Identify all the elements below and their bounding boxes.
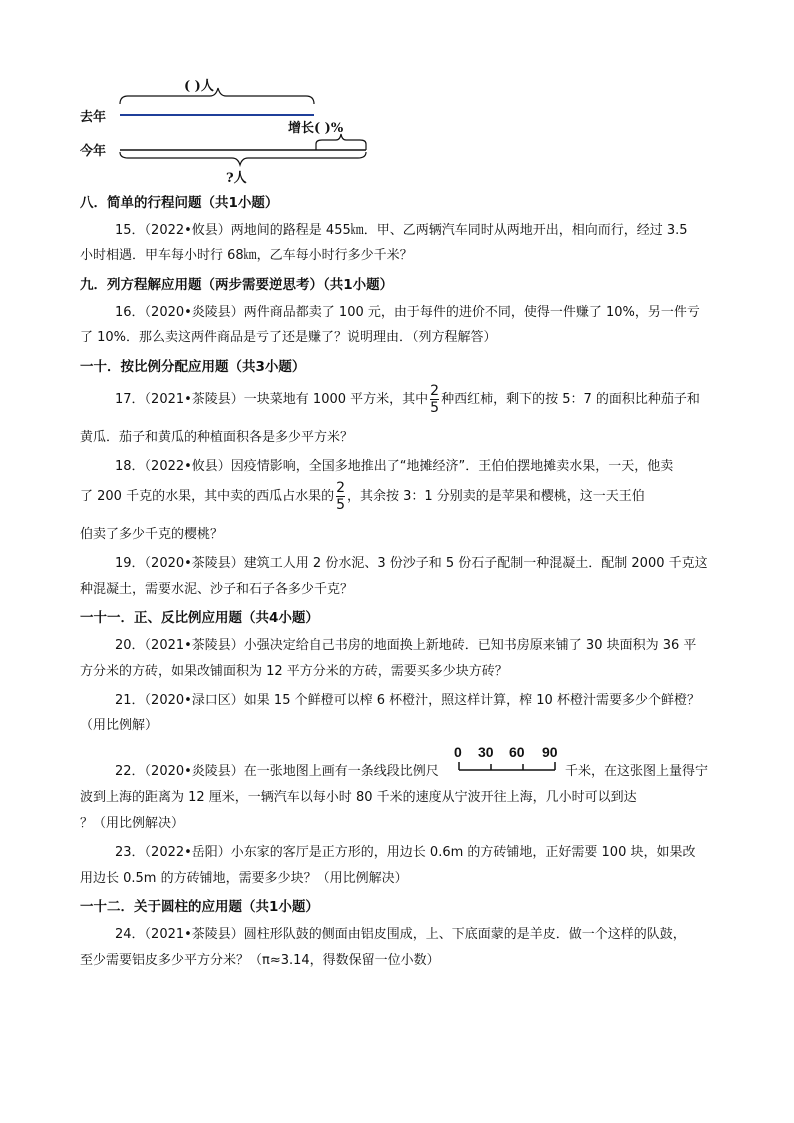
question-15-line2: 小时相遇．甲车每小时行 68㎞，乙车每小时行多少千米？ [80,248,413,263]
top-label: ( )人 [184,79,214,94]
question-24-line2: 至少需要铝皮多少平方分米？（π≈3.14，得数保留一位小数） [80,953,440,968]
question-22-line1b: 千米，在这张图上量得宁 [565,764,709,779]
question-17-line2: 黄瓜．茄子和黄瓜的种植面积各是多少平方米？ [80,430,354,445]
question-21-line2: （用比例解） [80,718,159,733]
bottom-label: ?人 [226,171,247,186]
growth-brace [316,134,366,150]
question-17-text-b: 种西红柿，剩下的按 5：7 的面积比种茄子和 [441,392,700,407]
section-heading: 一十．按比例分配应用题（共3小题） [80,359,306,375]
question-18-text-b: ，其余按 3：1 分别卖的是苹果和樱桃，这一天王伯 [347,489,645,504]
section-heading: 一十二．关于圆柱的应用题（共1小题） [80,899,319,915]
last-year-label: 去年 [80,110,107,125]
question-18-text-a: 了 200 千克的水果，其中卖的西瓜占水果的 [80,489,335,504]
scale-tick-label: 90 [542,744,558,760]
question-15-line1: 15．（2022•攸县）两地间的路程是 455㎞．甲、乙两辆汽车同时从两地开出，相向而行，经过 3.5 [115,223,688,238]
scale-tick-label: 0 [454,744,462,760]
question-22-line3: ？（用比例解决） [80,816,185,831]
question-22-line2: 波到上海的距离为 12 厘米，一辆汽车以每小时 80 千米的速度从宁波开往上海，几小时可以到达 [80,790,637,805]
question-23-line2: 用边长 0.5m 的方砖铺地，需要多少块？（用比例解决） [80,871,408,886]
bottom-brace [120,152,366,165]
question-18-line3: 伯卖了多少千克的樱桃？ [80,527,224,542]
question-17-text-a: 17．（2021•茶陵县）一块菜地有 1000 平方米，其中 [115,392,429,407]
question-23-line1: 23．（2022•岳阳）小东家的客厅是正方形的，用边长 0.6m 的方砖铺地，正好需要 100 块，如果改 [115,845,696,860]
question-17-line1 [115,384,700,415]
question-16-line2: 了 10%．那么卖这两件商品是亏了还是赚了？说明理由．（列方程解答） [80,330,497,345]
section-heading: 八．简单的行程问题（共1小题） [80,195,279,211]
section-heading: 九．列方程解应用题（两步需要逆思考）（共1小题） [80,277,394,293]
question-21-line1: 21．（2020•渌口区）如果 15 个鲜橙可以榨 6 杯橙汁，照这样计算，榨 10 杯橙汁需要多少个鲜橙？ [115,693,700,708]
question-19-line1: 19．（2020•茶陵县）建筑工人用 2 份水泥、3 份沙子和 5 份石子配制一种混凝土．配制 2000 千克这 [115,556,708,571]
question-22-line1a: 22．（2020•炎陵县）在一张地图上画有一条线段比例尺 [115,764,439,779]
scale-line [456,760,560,772]
question-19-line2: 种混凝土，需要水泥、沙子和石子各多少千克？ [80,582,354,597]
question-20-line2: 方分米的方砖，如果改铺面积为 12 平方分米的方砖，需要买多少块方砖？ [80,664,508,679]
fraction-two-fifths: $\frac{2}{5}$ [430,383,440,416]
question-16-line1: 16．（2020•炎陵县）两件商品都卖了 100 元，由于每件的进价不同，使得一件赚了 10%，另一件亏 [115,305,700,320]
question-18-line2 [80,481,645,512]
question-18-line1: 18．（2022•攸县）因疫情影响，全国多地推出了“地摊经济”．王伯伯摆地摊卖水果，一天，他卖 [115,459,674,474]
question-24-line1: 24．（2021•茶陵县）圆柱形队鼓的侧面由铝皮围成，上、下底面蒙的是羊皮．做一个这样的队鼓， [115,927,686,942]
question-20-line1: 20．（2021•茶陵县）小强决定给自己书房的地面换上新地砖．已知书房原来铺了 30 块面积为 36 平 [115,638,697,653]
section-heading: 一十一．正、反比例应用题（共4小题） [80,610,319,626]
top-brace [120,88,314,104]
growth-label: 增长( )% [288,121,344,136]
scale-tick-label: 60 [509,744,525,760]
fraction-two-fifths: $\frac{2}{5}$ [336,480,345,513]
this-year-label: 今年 [80,144,107,159]
scale-tick-label: 30 [478,744,494,760]
scale-bar [456,744,560,772]
